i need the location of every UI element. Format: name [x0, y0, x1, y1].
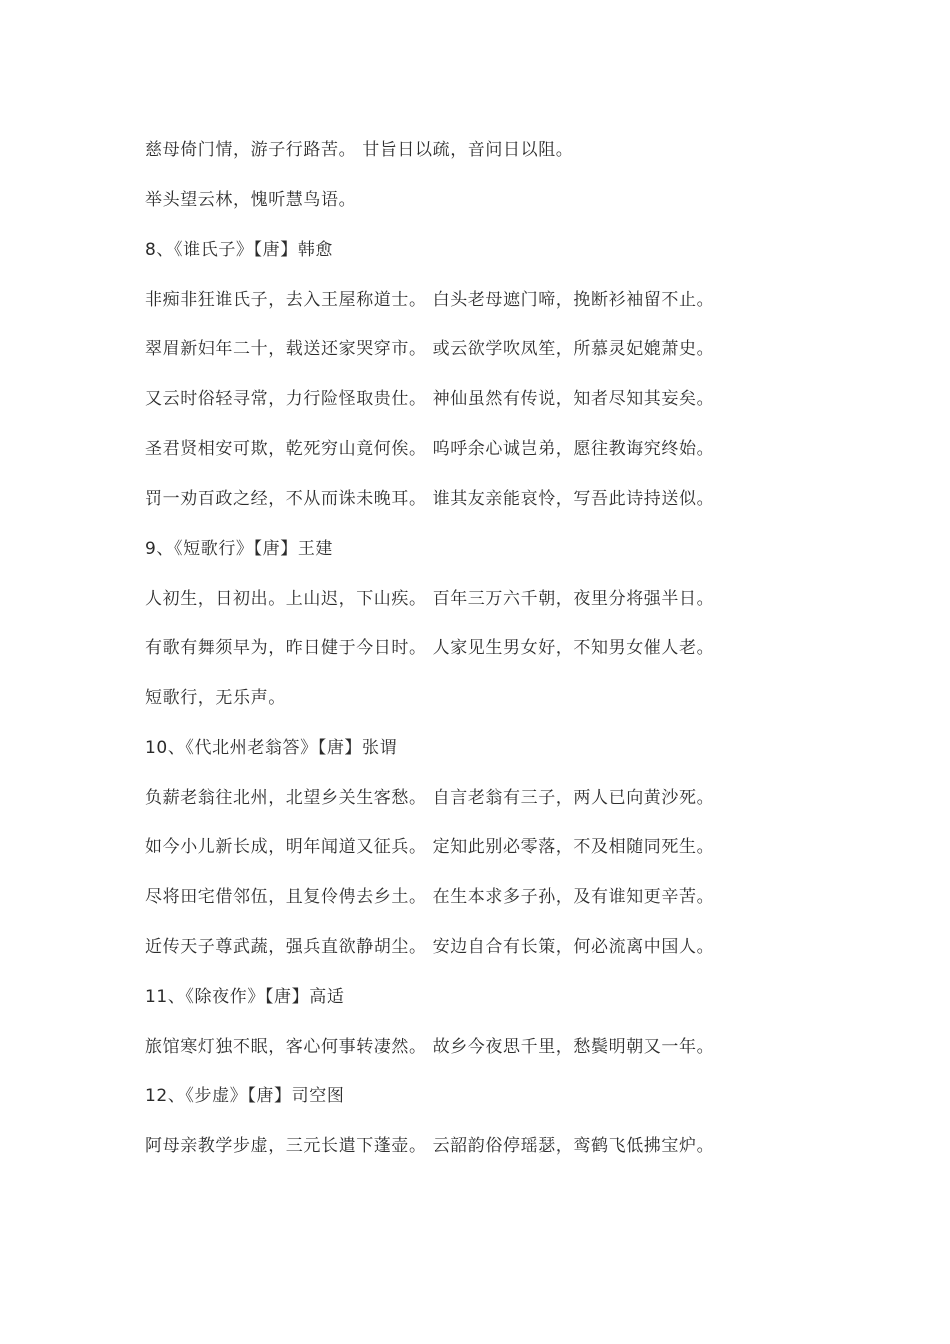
poem-line: 有歌有舞须早为，昨日健于今日时。 人家见生男女好，不知男女催人老。: [145, 638, 715, 658]
poem-line: 罚一劝百政之经，不从而诛未晚耳。 谁其友亲能哀怜，写吾此诗持送似。: [145, 489, 715, 509]
poem-line: 又云时俗轻寻常，力行险怪取贵仕。 神仙虽然有传说，知者尽知其妄矣。: [145, 389, 715, 409]
poem-line: 非痴非狂谁氏子，去入王屋称道士。 白头老母遮门啼，挽断衫袖留不止。: [145, 290, 715, 310]
poem-line: 慈母倚门情，游子行路苦。 甘旨日以疏，音问日以阻。: [145, 140, 574, 160]
poem-line: 翠眉新妇年二十，载送还家哭穿市。 或云欲学吹凤笙，所慕灵妃媲萧史。: [145, 339, 715, 359]
poem-line: 尽将田宅借邻伍，且复伶俜去乡土。 在生本求多子孙，及有谁知更辛苦。: [145, 887, 715, 907]
poem-line: 圣君贤相安可欺，乾死穷山竟何俟。 呜呼余心诚岂弟，愿往教诲究终始。: [145, 439, 715, 459]
poem-line: 旅馆寒灯独不眠，客心何事转凄然。 故乡今夜思千里，愁鬓明朝又一年。: [145, 1037, 715, 1057]
poem-heading: 9、《短歌行》【唐】王建: [145, 539, 334, 559]
poem-line: 近传天子尊武蔬，强兵直欲静胡尘。 安边自合有长策，何必流离中国人。: [145, 937, 715, 957]
poem-line: 短歌行，无乐声。: [145, 688, 286, 708]
poem-heading: 12、《步虚》【唐】司空图: [145, 1086, 345, 1106]
poem-line: 如今小儿新长成，明年闻道又征兵。 定知此别必零落，不及相随同死生。: [145, 837, 715, 857]
poem-line: 举头望云林，愧听慧鸟语。: [145, 190, 357, 210]
poem-heading: 10、《代北州老翁答》【唐】张谓: [145, 738, 398, 758]
poem-line: 阿母亲教学步虚，三元长遣下蓬壶。 云韶韵俗停瑶瑟，鸾鹤飞低拂宝炉。: [145, 1136, 715, 1156]
poem-line: 负薪老翁往北州，北望乡关生客愁。 自言老翁有三子，两人已向黄沙死。: [145, 788, 715, 808]
poem-line: 人初生，日初出。上山迟，下山疾。 百年三万六千朝，夜里分将强半日。: [145, 589, 715, 609]
poem-heading: 11、《除夜作》【唐】高适: [145, 987, 345, 1007]
poem-heading: 8、《谁氏子》【唐】韩愈: [145, 240, 334, 260]
